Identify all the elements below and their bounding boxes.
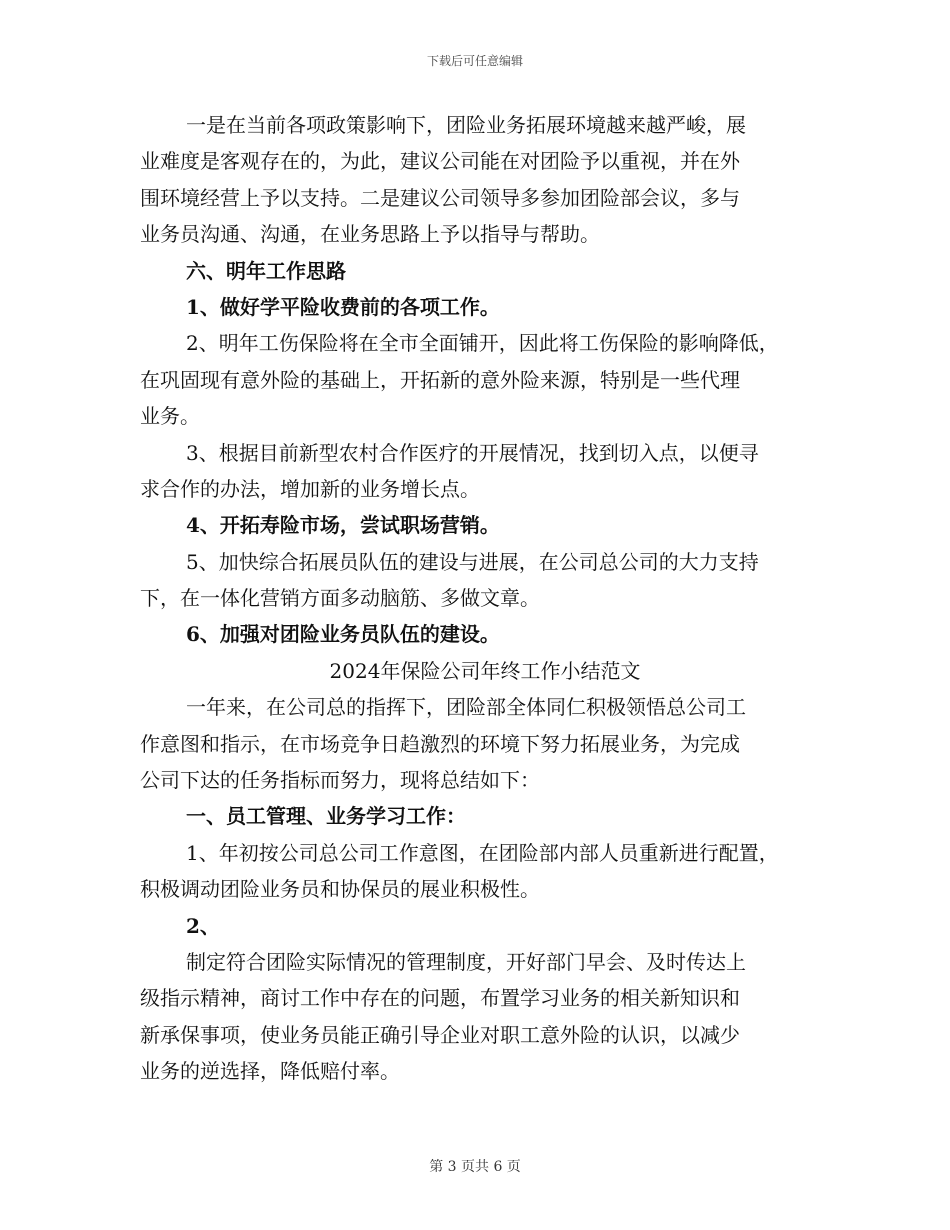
paragraph-line: 公司下达的任务指标而努力，现将总结如下： (140, 768, 540, 793)
page-header: 下载后可任意编辑 (426, 54, 523, 68)
paragraph-line: 5、加快综合拓展员队伍的建设与进展，在公司总公司的大力支持 (186, 549, 759, 574)
paragraph-line: 业务。 (140, 404, 200, 429)
paragraph-line: 一是在当前各项政策影响下，团险业务拓展环境越来越严峻，展 (186, 113, 746, 137)
paragraph-line: 下，在一体化营销方面多动脑筋、多做文章。 (140, 586, 540, 611)
section-heading: 一、员工管理、业务学习工作： (186, 804, 466, 829)
paragraph-line: 在巩固现有意外险的基础上，开拓新的意外险来源，特别是一些代理 (140, 367, 740, 392)
paragraph-line: 业难度是客观存在的，为此，建议公司能在对团险予以重视，并在外 (140, 149, 740, 174)
paragraph-line: 制定符合团险实际情况的管理制度，开好部门早会、及时传达上 (186, 949, 746, 974)
list-item-number: 2、 (186, 913, 220, 938)
paragraph-line: 作意图和指示，在市场竞争日趋激烈的环境下努力拓展业务，为完成 (140, 731, 740, 756)
paragraph-line: 求合作的办法，增加新的业务增长点。 (140, 476, 480, 501)
list-item-heading: 6、加强对团险业务员队伍的建设。 (186, 622, 500, 647)
list-item-heading: 1、做好学平险收费前的各项工作。 (186, 294, 500, 319)
paragraph-line: 一年来，在公司总的指挥下，团险部全体同仁积极领悟总公司工 (186, 695, 746, 720)
paragraph-line: 3、根据目前新型农村合作医疗的开展情况，找到切入点，以便寻 (186, 440, 759, 465)
page-footer: 第 3 页共 6 页 (429, 1159, 521, 1175)
document-title: 2024年保险公司年终工作小结范文 (329, 658, 641, 683)
paragraph-line: 积极调动团险业务员和协保员的展业积极性。 (140, 877, 540, 902)
paragraph-line: 1、年初按公司总公司工作意图，在团险部内部人员重新进行配置， (186, 840, 779, 865)
section-heading: 六、明年工作思路 (186, 258, 346, 283)
paragraph-line: 级指示精神，商讨工作中存在的问题，布置学习业务的相关新知识和 (140, 986, 740, 1011)
paragraph-line: 业务员沟通、沟通，在业务思路上予以指导与帮助。 (140, 222, 600, 247)
paragraph-line: 围环境经营上予以支持。二是建议公司领导多参加团险部会议，多与 (140, 185, 740, 210)
paragraph-line: 新承保事项，使业务员能正确引导企业对职工意外险的认识，以减少 (140, 1022, 740, 1047)
paragraph-line: 2、明年工伤保险将在全市全面铺开，因此将工伤保险的影响降低， (186, 331, 779, 356)
list-item-heading: 4、开拓寿险市场，尝试职场营销。 (186, 513, 500, 538)
paragraph-line: 业务的逆选择，降低赔付率。 (140, 1059, 400, 1084)
document-body (140, 107, 830, 1090)
